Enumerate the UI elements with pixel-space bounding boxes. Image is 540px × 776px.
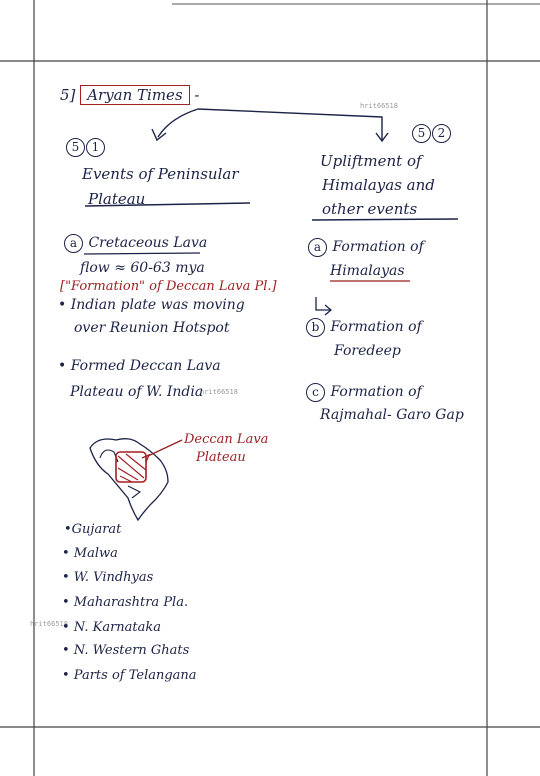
left-bullet2-line1: • Formed Deccan Lava (58, 358, 221, 374)
branch-arrow-left (158, 109, 198, 137)
left-a-note: ["Formation" of Deccan Lava Pl.] (60, 279, 277, 294)
heading-title: Aryan Times (80, 85, 189, 105)
heading-number: 5] (60, 86, 76, 104)
left-bullet1-line1: • Indian plate was moving (58, 297, 245, 313)
left-bullet1-line2: over Reunion Hotspot (74, 320, 230, 336)
left-bullet2-line2: Plateau of W. India (70, 384, 204, 400)
right-a-line2: Himalayas (330, 263, 405, 279)
right-title-line1: Upliftment of (320, 152, 422, 170)
region-item: • Malwa (62, 546, 118, 561)
right-c-text: Formation of (330, 384, 422, 400)
right-b-label: b (306, 318, 325, 337)
region-item: • W. Vindhyas (62, 570, 154, 585)
right-b-text: Formation of (330, 319, 422, 335)
region-item: • N. Western Ghats (62, 643, 190, 658)
heading-dash: - (194, 86, 200, 104)
right-number-b: 2 (432, 124, 451, 143)
left-number-a: 5 (66, 138, 85, 157)
map-label-line1: Deccan Lava (184, 432, 269, 447)
left-a-flow: flow ≈ 60-63 mya (80, 260, 205, 276)
left-number (66, 138, 106, 157)
region-item: • N. Karnataka (62, 620, 162, 635)
left-a-heading (64, 234, 207, 253)
left-title-line1: Events of Peninsular (82, 165, 239, 183)
map-label-line2: Plateau (196, 450, 246, 465)
india-map-sketch (90, 439, 182, 520)
watermark-left: hrit66518 (30, 620, 68, 628)
a-title-underline (84, 253, 200, 254)
right-title-underline (312, 219, 458, 220)
right-number-a: 5 (412, 124, 431, 143)
region-item: •Gujarat (64, 522, 122, 537)
right-title-line3: other events (322, 200, 418, 218)
watermark-top: hrit66518 (360, 102, 398, 110)
left-a-title: Cretaceous Lava (88, 235, 208, 251)
right-b-line1 (306, 318, 422, 337)
right-c-line1 (306, 383, 422, 402)
map-label-arrow (148, 440, 182, 456)
right-title-line2: Himalayas and (322, 176, 435, 194)
branch-line-right (198, 109, 382, 140)
region-item: • Parts of Telangana (62, 668, 197, 683)
right-c-line2: Rajmahal- Garo Gap (320, 407, 464, 423)
right-a-label: a (308, 238, 327, 257)
region-item: • Maharashtra Pla. (62, 595, 189, 610)
left-title-line2: Plateau (88, 190, 146, 208)
left-a-label: a (64, 234, 83, 253)
right-a-text: Formation of (332, 239, 424, 255)
right-a-line1 (308, 238, 424, 257)
left-number-b: 1 (86, 138, 105, 157)
right-c-label: c (306, 383, 325, 402)
right-b-line2: Foredeep (334, 343, 401, 359)
right-number (412, 124, 452, 143)
watermark-middle: hrit66518 (200, 388, 238, 396)
